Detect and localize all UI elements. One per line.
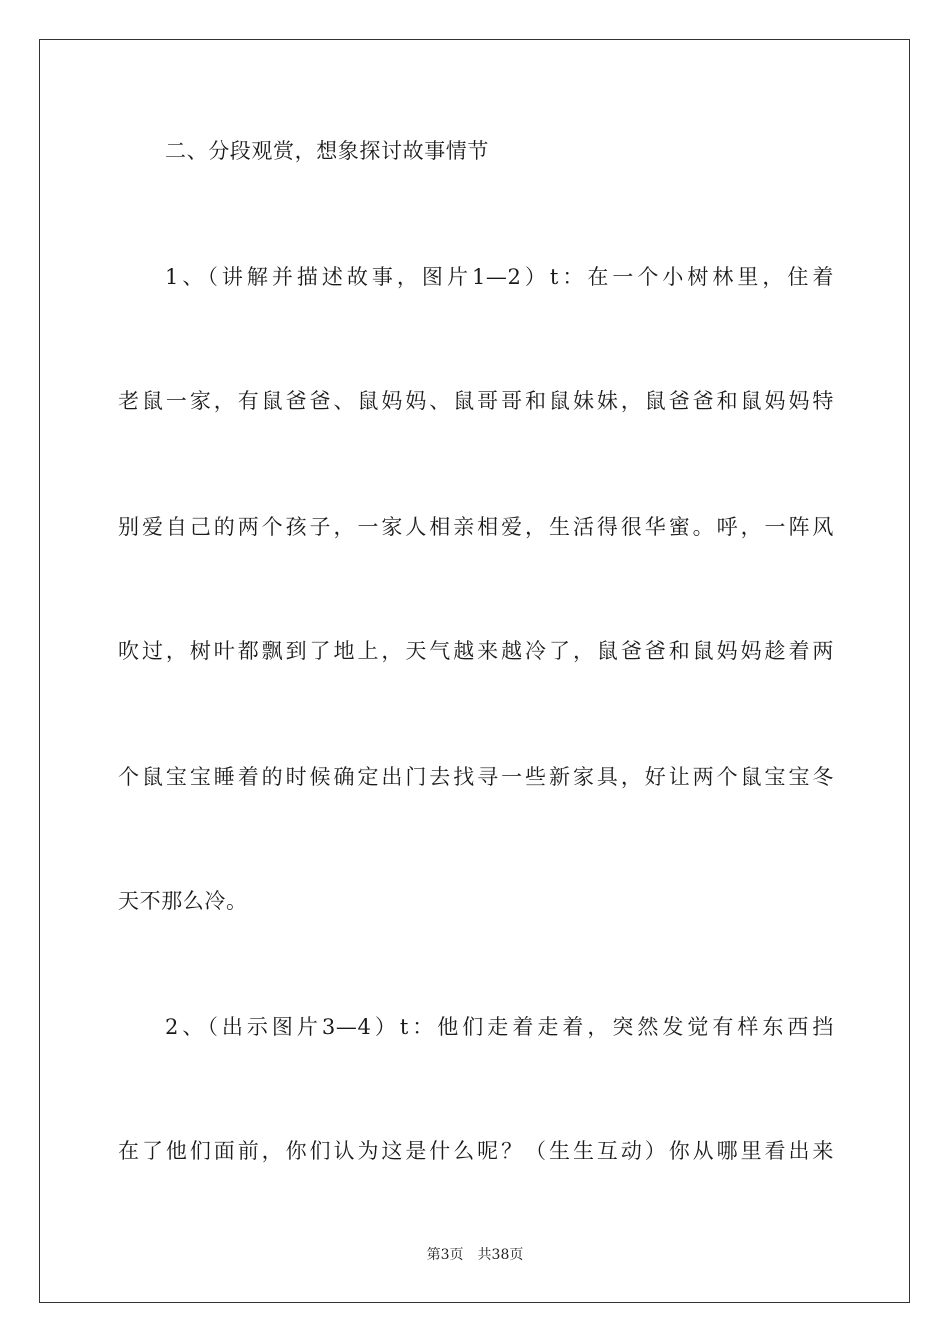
paragraph-line: 天不那么冷。 xyxy=(118,889,248,913)
paragraph-line: 2、（出示图片3—4）t：他们走着走着，突然发觉有样东西挡 xyxy=(165,1015,834,1039)
page-number: 第3页 xyxy=(426,1247,464,1263)
paragraph-line: 老鼠一家，有鼠爸爸、鼠妈妈、鼠哥哥和鼠妹妹，鼠爸爸和鼠妈妈特 xyxy=(118,389,834,413)
page-border xyxy=(39,39,910,1303)
paragraph-line: 1、（讲解并描述故事，图片1—2）t：在一个小树林里，住着 xyxy=(165,265,834,289)
page-footer xyxy=(0,1245,950,1265)
paragraph-line: 个鼠宝宝睡着的时候确定出门去找寻一些新家具，好让两个鼠宝宝冬 xyxy=(118,765,834,789)
page-total: 共38页 xyxy=(477,1247,524,1263)
section-heading: 二、分段观赏，想象探讨故事情节 xyxy=(165,139,489,163)
paragraph-line: 吹过，树叶都飘到了地上，天气越来越冷了，鼠爸爸和鼠妈妈趁着两 xyxy=(118,639,834,663)
paragraph-line: 在了他们面前，你们认为这是什么呢？（生生互动）你从哪里看出来 xyxy=(118,1139,834,1163)
paragraph-line: 别爱自己的两个孩子，一家人相亲相爱，生活得很华蜜。呼，一阵风 xyxy=(118,515,834,539)
